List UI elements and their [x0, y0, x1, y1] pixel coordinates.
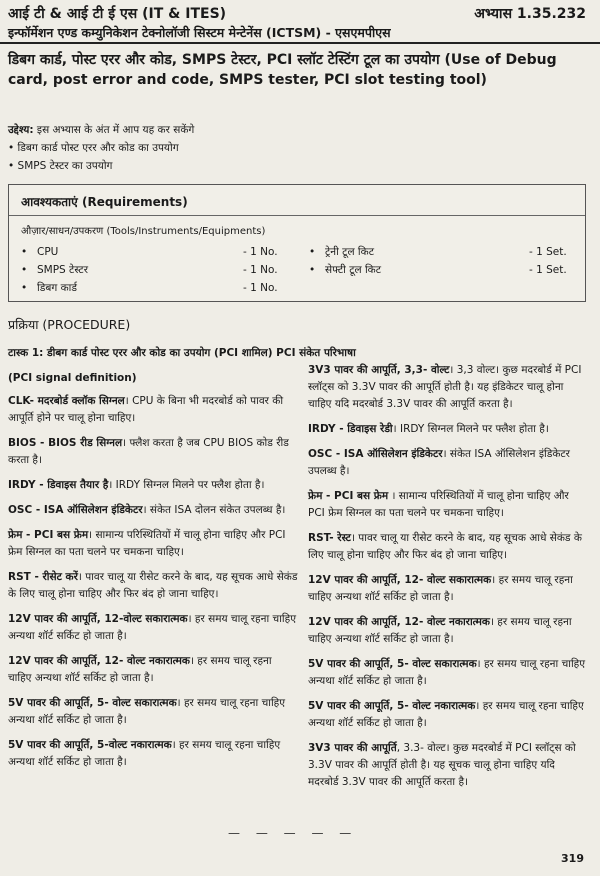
- tool-item: • CPU - 1 No.: [21, 246, 278, 258]
- end-of-task-dashes: — — — — —: [228, 826, 358, 840]
- objective-item: • डिबग कार्ड पोस्ट एरर और कोड का उपयोग: [8, 142, 179, 154]
- page-number: 319: [561, 852, 584, 865]
- signal-entry: 12V पावर की आपूर्ति, 12- वोल्ट सकारात्मक। हर समय चालू रहना चाहिए अन्यथा शॉर्ट सर्किट हो जाता है।: [308, 574, 573, 603]
- requirements-divider: [9, 215, 585, 216]
- signal-entry: 12V पावर की आपूर्ति, 12- वोल्ट नकारात्मक। हर समय चालू रहना चाहिए अन्यथा शॉर्ट सर्किट हो जाता है।: [8, 655, 272, 684]
- signal-entry: OSC - ISA ऑसिलेशन इंडिकेटर। संकेत ISA दोलन संकेत उपलब्ध है।: [8, 504, 286, 516]
- objective-label: उद्देश्य:: [8, 124, 34, 136]
- course-header: आई टी & आई टी ई एस (IT & ITES): [8, 6, 227, 22]
- tool-item: • ट्रेनी टूल किट - 1 Set.: [309, 246, 567, 258]
- signal-definition-subheading: (PCI signal definition): [8, 372, 137, 384]
- module-header: इन्फॉर्मेशन एण्ड कम्युनिकेशन टेक्नोलॉजी सिस्टम मेन्टेनेंस (ICTSM) - एसएमपीएस: [8, 25, 391, 40]
- task-heading: टास्क 1: डीबग कार्ड पोस्ट एरर और कोड का उपयोग (PCI शामिल) PCI संकेत परिभाषा: [8, 347, 356, 359]
- signal-entry: 12V पावर की आपूर्ति, 12-वोल्ट सकारात्मक। हर समय चालू रहना चाहिए अन्यथा शॉर्ट सर्किट हो जाता है।: [8, 613, 297, 642]
- signal-entry: RST - रीसेट करें। पावर चालू या रीसेट करने के बाद, यह सूचक आधे सेकंड के लिए चालू होना चाहिए और फिर बंद हो जाना चाहिए।: [8, 571, 298, 600]
- signal-entry: 5V पावर की आपूर्ति, 5- वोल्ट सकारात्मक। हर समय चालू रहना चाहिए अन्यथा शॉर्ट सर्किट हो जाता है।: [8, 697, 286, 726]
- objective-text: इस अभ्यास के अंत में आप यह कर सकेंगे: [33, 124, 195, 136]
- objective-item: • SMPS टेस्टर का उपयोग: [8, 160, 113, 172]
- exercise-title: डिबग कार्ड, पोस्ट एरर और कोड, SMPS टेस्टर, PCI स्लॉट टेस्टिंग टूल का उपयोग (Use of Debug card, post error and code, SMPS tester, PCI slot testing tool): [8, 52, 557, 88]
- requirements-heading: आवश्यकताएं (Requirements): [21, 195, 188, 209]
- signal-entry: OSC - ISA ऑसिलेशन इंडिकेटर। संकेत ISA ऑसिलेशन इंडिकेटर उपलब्ध है।: [308, 448, 570, 477]
- objectives: [8, 121, 588, 175]
- signal-entry: 5V पावर की आपूर्ति, 5-वोल्ट नकारात्मक। हर समय चालू रहना चाहिए अन्यथा शॉर्ट सर्किट हो जाता है।: [8, 739, 281, 768]
- signal-entry: फ्रेम - PCI बस फ्रेम। सामान्य परिस्थितियों में चालू होना चाहिए और PCI फ्रेम सिग्नल का पता चलने पर चमकना चाहिए।: [8, 529, 286, 558]
- signal-entry: 3V3 पावर की आपूर्ति, 3,3- वोल्ट। 3,3 वोल्ट। कुछ मदरबोर्ड में PCI स्लॉट्स को 3.3V पावर की आपूर्ति होती है। यह इंडिकेटर चालू होना चाहिए यदि मदरबोर्ड 3.3V पावर की आपूर्ति करता है।: [308, 364, 582, 410]
- signal-entry: 3V3 पावर की आपूर्ति, 3.3- वोल्ट। कुछ मदरबोर्ड में PCI स्लॉट्स को 3.3V पावर की आपूर्ति होती है। यह सूचक चालू होना चाहिए यदि मदरबोर्ड 3.3V पावर की आपूर्ति करता है।: [308, 742, 576, 788]
- signal-entry: 12V पावर की आपूर्ति, 12- वोल्ट नकारात्मक। हर समय चालू रहना चाहिए अन्यथा शॉर्ट सर्किट हो जाता है।: [308, 616, 572, 645]
- tool-item: • डिबग कार्ड - 1 No.: [21, 282, 278, 294]
- signal-entry: IRDY - डिवाइस तैयार है। IRDY सिग्नल मिलने पर फ्लैश होता है।: [8, 479, 265, 491]
- signal-entry: RST- रेस्ट। पावर चालू या रीसेट करने के बाद, यह सूचक आधे सेकंड के लिए चालू होना चाहिए और फिर बंद हो जाना चाहिए।: [308, 532, 582, 561]
- tools-heading: औज़ार/साधन/उपकरण (Tools/Instruments/Equipments): [21, 226, 266, 237]
- procedure-heading: प्रक्रिया (PROCEDURE): [8, 317, 131, 332]
- signal-list-left: [8, 370, 298, 779]
- exercise-number: अभ्यास 1.35.232: [474, 6, 586, 22]
- tool-item: • SMPS टेस्टर - 1 No.: [21, 264, 278, 276]
- signal-entry: IRDY - डिवाइस रेडी। IRDY सिग्नल मिलने पर फ्लैश होता है।: [308, 423, 549, 435]
- signal-list-right: [308, 362, 588, 799]
- signal-entry: BIOS - BIOS रीड सिग्नल। फ्लैश करता है जब CPU BIOS कोड रीड करता है।: [8, 437, 289, 466]
- requirements-box: [8, 184, 586, 302]
- signal-entry: फ्रेम - PCI बस फ्रेम । सामान्य परिस्थितियों में चालू होना चाहिए और PCI फ्रेम सिग्नल का पता चलने पर चमकना चाहिए।: [308, 490, 569, 519]
- signal-entry: 5V पावर की आपूर्ति, 5- वोल्ट सकारात्मक। हर समय चालू रहना चाहिए अन्यथा शॉर्ट सर्किट हो जाता है।: [308, 658, 586, 687]
- header-divider: [0, 42, 600, 44]
- signal-entry: 5V पावर की आपूर्ति, 5- वोल्ट नकारात्मक। हर समय चालू रहना चाहिए अन्यथा शॉर्ट सर्किट हो जाता है।: [308, 700, 584, 729]
- tool-item: • सेफ्टी टूल किट - 1 Set.: [309, 264, 567, 276]
- signal-entry: CLK- मदरबोर्ड क्लॉक सिग्नल। CPU के बिना भी मदरबोर्ड को पावर की आपूर्ति होने पर चालू होना चाहिए।: [8, 395, 284, 424]
